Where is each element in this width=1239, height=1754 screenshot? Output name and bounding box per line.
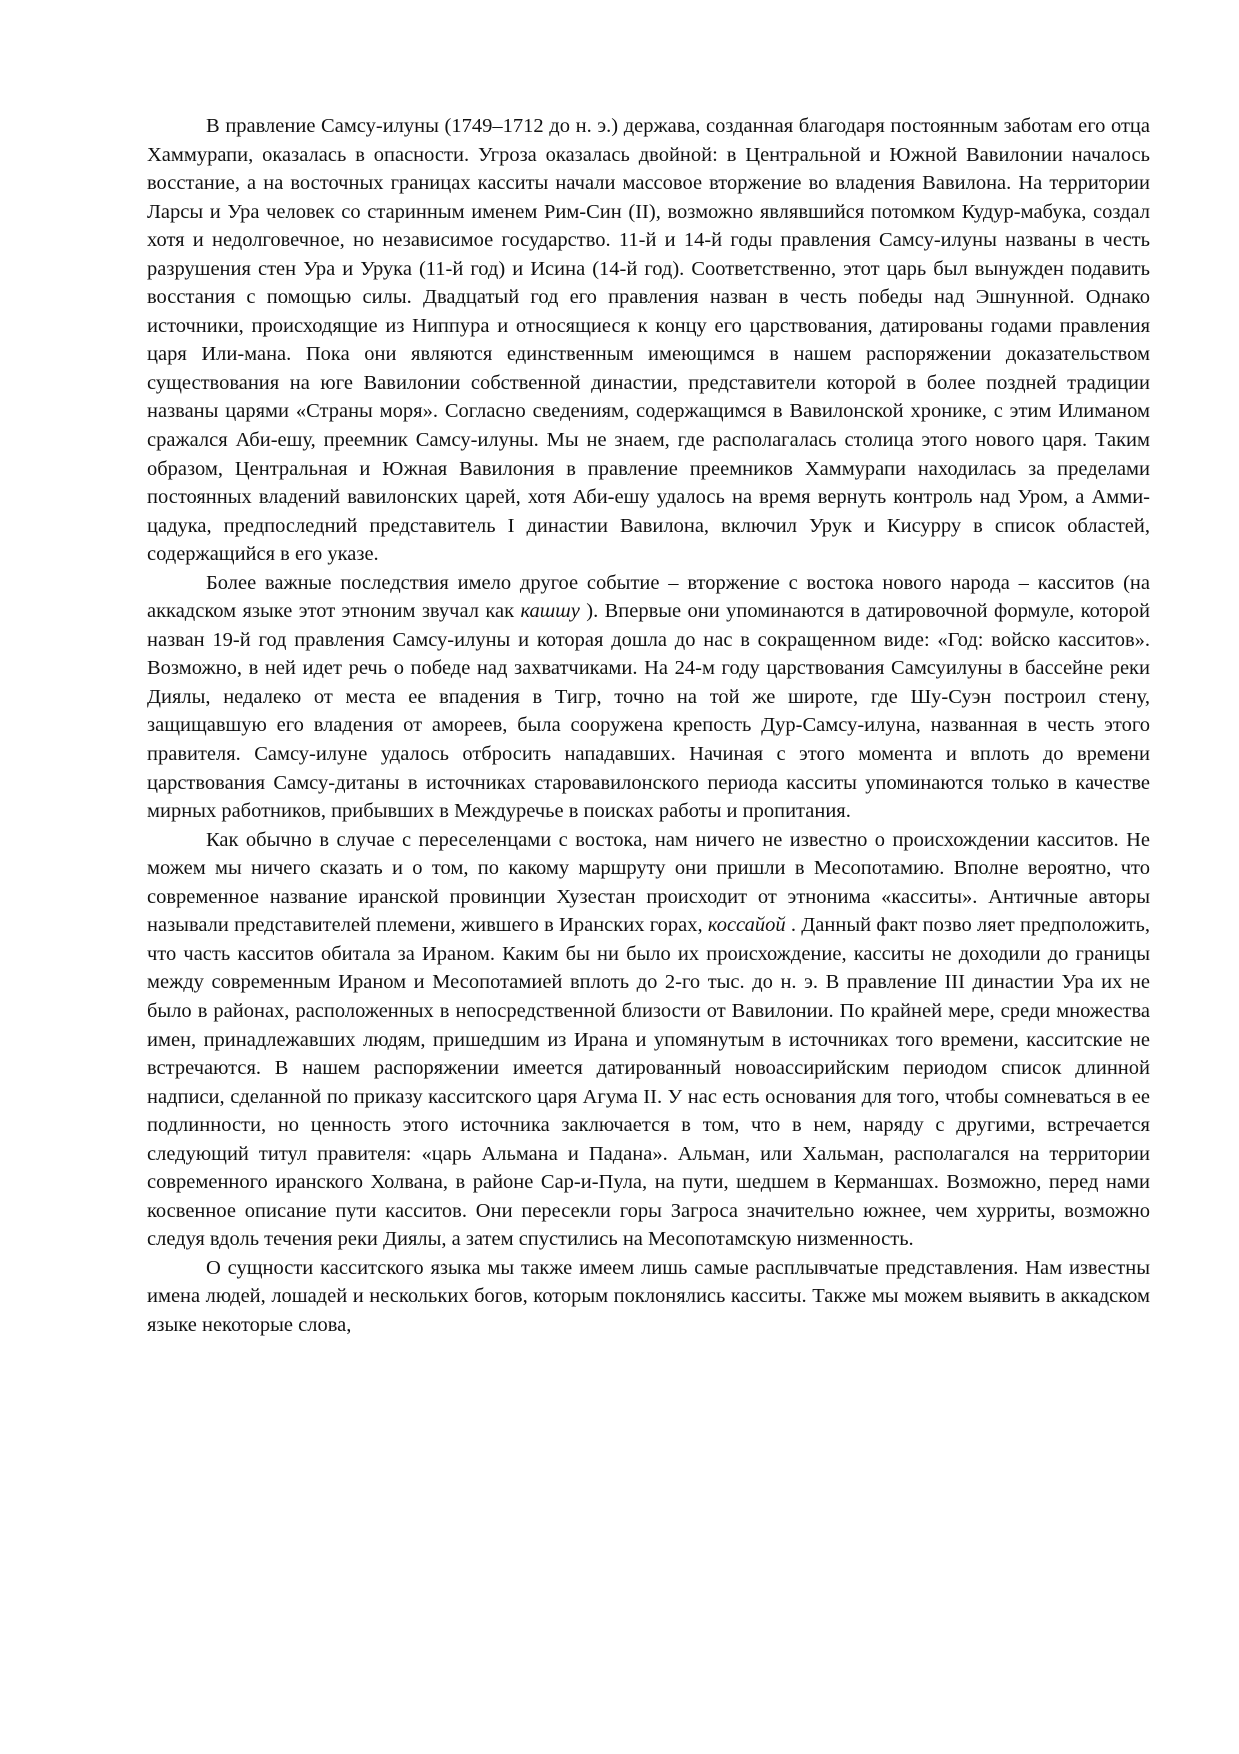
paragraph-kassite-invasion — [147, 569, 1150, 826]
italic-term-kossaioi: коссайой — [707, 914, 786, 937]
paragraph-text: . Данный факт позво ляет предположить, что часть касситов обитала за Ираном. Каким бы ни было их происхождение, касситы не доходили до границы между современным Ираном и Месопотамией вплоть до 2-го тыс. до н. э. В правление III династии Ура их не было в районах, расположенных в непосредственной близости от Вавилонии. По крайней мере, среди множества имен, принадлежавших людям, пришедшим из Ирана и упомянутым в источниках того времени, касситские не встречаются. В нашем распоряжении имеется датированный новоассирийским периодом список длинной надписи, сделанной по приказу касситского царя Агума II. У нас есть основания для того, чтобы сомневаться в ее подлинности, но ценность этого источника заключается в том, что в нем, наряду с другими, встречается следующий титул правителя: «царь Альмана и Падана». Альман, или Хальман, располагался на территории современного иранского Холвана, в районе Сар-и-Пула, на пути, шедшем в Керманшах. Возможно, перед нами косвенное описание пути касситов. Они пересекли горы Загроса значительно южнее, чем хурриты, возможно следуя вдоль течения реки Диялы, а затем спустились на Месопотамскую низменность. — [147, 914, 1150, 1251]
paragraph-samsu-iluna — [147, 112, 1150, 569]
paragraph-text: В правление Самсу-илуны (1749–1712 до н. э.) держава, созданная благодаря постоянным заботам его отца Хаммурапи, оказалась в опасности. Угроза оказалась двойной: в Центральной и Южной Вавилонии началось восстание, а на восточных границах касситы начали массовое вторжение во владения Вавилона. На территории Ларсы и Ура человек со старинным именем Рим-Син (II), возможно являвшийся потомком Кудур-мабука, создал хотя и недолговечное, но независимое государство. 11-й и 14-й годы правления Самсу-илуны названы в честь разрушения стен Ура и Урука (11-й год) и Исина (14-й год). Соответственно, этот царь был вынужден подавить восстания с помощью силы. Двадцатый год его правления назван в честь победы над Эшнунной. Однако источники, происходящие из Ниппура и относящиеся к концу его царствования, датированы годами правления царя Или-мана. Пока они являются единственным имеющимся в нашем распоряжении доказательством существования на юге Вавилонии собственной династии, представители которой в более поздней традиции названы царями «Страны моря». Согласно сведениям, содержащимся в Вавилонской хронике, с этим Илиманом сражался Аби-ешу, преемник Самсу-илуны. Мы не знаем, где располагалась столица этого нового царя. Таким образом, Центральная и Южная Вавилония в правление преемников Хаммурапи находилась за пределами постоянных владений вавилонских царей, хотя Аби-ешу удалось на время вернуть контроль над Уром, а Амми-цадука, предпоследний представитель I династии Вавилона, включил Урук и Кисурру в список областей, содержащийся в его указе. — [147, 115, 1150, 566]
paragraph-text: ). Впервые они упоминаются в датировочной формуле, которой назван 19-й год правления Самсу-илуны и которая дошла до нас в сокращенном виде: «Год: войско касситов». Возможно, в ней идет речь о победе над захватчиками. На 24-м году царствования Самсуилуны в бассейне реки Диялы, недалеко от места ее впадения в Тигр, точно на той же широте, где Шу-Суэн построил стену, защищавшую его владения от амореев, была сооружена крепость Дур-Самсу-илуна, названная в честь этого правителя. Самсу-илуне удалось отбросить нападавших. Начиная с этого момента и вплоть до времени царствования Самсу-дитаны в источниках старовавилонского периода касситы упоминаются только в качестве мирных работников, прибывших в Междуречье в поисках работы и пропитания. — [147, 600, 1150, 823]
paragraph-text: О сущности касситского языка мы также имеем лишь самые расплывчатые представления. Нам известны имена людей, лошадей и нескольких богов, которым поклонялись касситы. Также мы можем выявить в аккадском языке некоторые слова, — [147, 1256, 1150, 1336]
paragraph-text: Как обычно в случае с переселенцами с востока, нам ничего не известно о происхождении касситов. Не можем мы ничего сказать и о том, по какому маршруту они пришли в Месопотамию. Вполне вероятно, что современное название иранской провинции Хузестан происходит от этнонима «касситы». Античные авторы называли представителей племени, жившего в Иранских горах, — [147, 828, 1150, 937]
italic-term-kashshu: кашшу — [520, 600, 580, 623]
paragraph-kassite-language — [147, 1254, 1150, 1340]
document-page — [147, 112, 1150, 1340]
paragraph-text: Более важные последствия имело другое событие – вторжение с востока нового народа – касситов (на аккадском языке этот этноним звучал как — [147, 571, 1150, 623]
paragraph-kassite-origins — [147, 826, 1150, 1254]
